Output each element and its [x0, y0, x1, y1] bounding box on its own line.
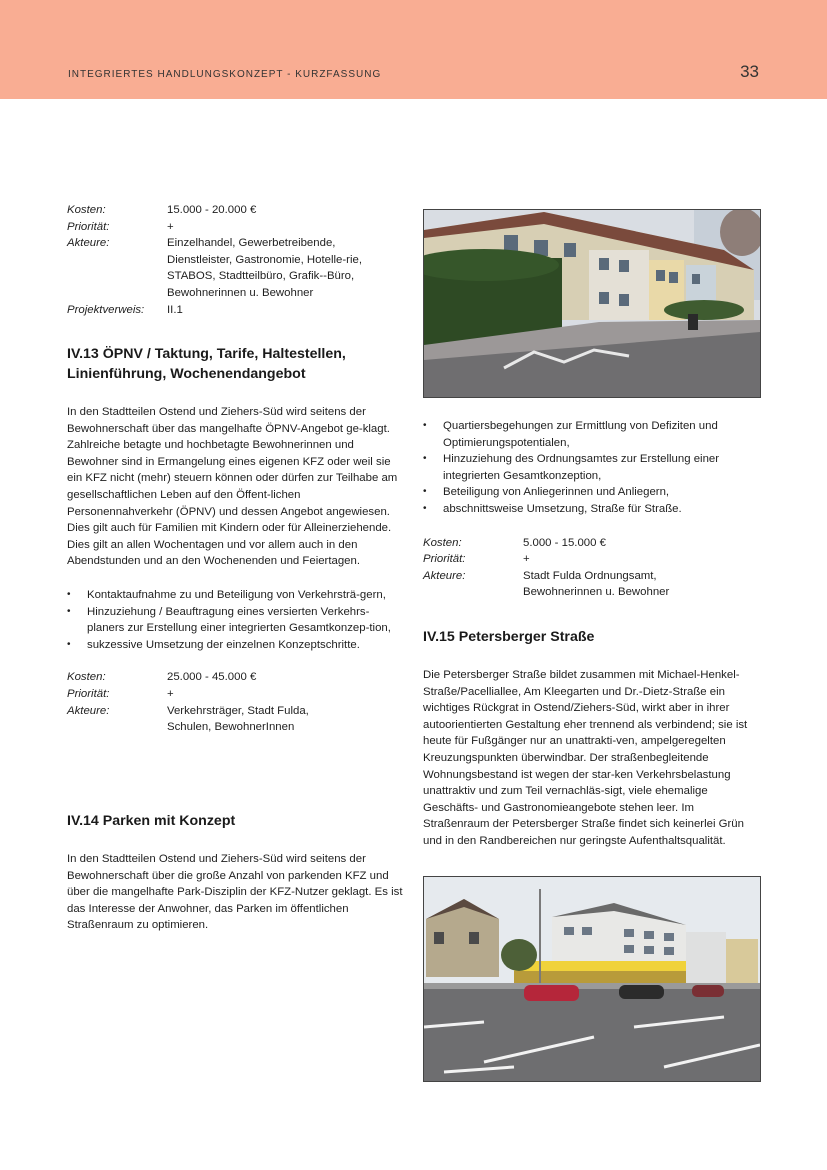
section-iv15	[423, 627, 761, 850]
detail-value: 5.000 - 15.000 €	[523, 536, 606, 549]
detail-key: Kosten:	[67, 671, 106, 684]
street-image	[424, 877, 760, 1081]
photo-petersberger-strasse	[423, 876, 761, 1082]
section-heading: IV.15 Petersberger Straße	[423, 629, 595, 645]
detail-key: Kosten:	[423, 536, 462, 549]
project-details-top	[67, 202, 405, 318]
section-heading: IV.14 Parken mit Konzept	[67, 813, 236, 829]
section-paragraph: In den Stadtteilen Ostend und Ziehers-Süd wird seitens der Bewohnerschaft über die große Anzahl von parkenden KFZ und über die mangelhafte Park-Disziplin der KFZ-Nutzer geklagt. Es ist das Interesse der Anwohner, das Parken im öffentlichen Straßenraum zu optimieren.	[67, 853, 403, 932]
detail-value: +	[523, 553, 530, 566]
page-number: 33	[740, 62, 759, 81]
detail-key: Akteure:	[423, 569, 466, 582]
list-item: • sukzessive Umsetzung der einzelnen Konzeptschritte.	[67, 637, 405, 654]
section-paragraph: In den Stadtteilen Ostend und Ziehers-Süd wird seitens der Bewohnerschaft über das mangelhafte ÖPNV-Angebot ge-klagt. Zahlreiche betagte und hochbetagte Bewohnerinnen und Bewohner sind in Ermangelung eines eigenen KFZ oder weil sie ein KFZ nicht (mehr) steuern können oder dürfen zur Teilhabe am gesellschaftlichen Leben auf den Öffent-lichen Personennahverkehr (ÖPNV) und dessen Angebot angewiesen. Dies gilt auch für Familien mit Kindern oder für Alleinerziehende. Dies gilt an allen Wochentagen und vor allem auch in den Abendstunden und an den Wochenenden und Feiertagen.	[67, 406, 398, 568]
detail-key: Akteure:	[67, 237, 110, 250]
detail-value: 25.000 - 45.000 €	[167, 671, 257, 684]
detail-value: II.1	[167, 303, 183, 316]
section-iv14-measures	[423, 418, 761, 601]
bullet-list	[67, 587, 405, 653]
running-title: INTEGRIERTES HANDLUNGSKONZEPT - KURZFASSUNG	[68, 69, 382, 80]
detail-key: Priorität:	[67, 220, 110, 233]
project-details	[423, 535, 761, 601]
detail-value: +	[167, 220, 174, 233]
detail-key: Kosten:	[67, 204, 106, 216]
row-houses-image	[424, 210, 760, 397]
detail-value: Einzelhandel, Gewerbetreibende, Dienstleister, Gastronomie, Hotelle-rie, STABOS, Stadtteilbüro, Grafik--Büro, Bewohnerinnen u. Bewohner	[167, 237, 362, 299]
section-iv14	[67, 811, 405, 934]
detail-key: Projektverweis:	[67, 303, 145, 316]
project-details	[67, 669, 405, 735]
list-item: • Hinzuziehung des Ordnungsamtes zur Erstellung einer integrierten Gesamtkonzeption,	[423, 451, 761, 484]
detail-key: Priorität:	[423, 553, 466, 566]
detail-value: Stadt Fulda Ordnungsamt, Bewohnerinnen u. Bewohner	[523, 569, 670, 599]
list-item: • Kontaktaufnahme zu und Beteiligung von Verkehrsträ-gern,	[67, 587, 405, 604]
bullet-list	[423, 418, 761, 518]
list-item: • Quartiersbegehungen zur Ermittlung von Defiziten und Optimierungspotentialen,	[423, 418, 761, 451]
detail-key: Akteure:	[67, 704, 110, 717]
detail-key: Priorität:	[67, 687, 110, 700]
section-iv13	[67, 344, 405, 736]
detail-value: 15.000 - 20.000 €	[167, 204, 257, 216]
list-item: • Hinzuziehung / Beauftragung eines versierten Verkehrs-planers zur Erstellung einer integrierten Gesamtkonzep-tion,	[67, 604, 405, 637]
section-paragraph: Die Petersberger Straße bildet zusammen mit Michael-Henkel-Straße/Pacelliallee, Am Kleegarten und Dr.-Dietz-Straße ein wichtiges Rückgrat in Ostend/Ziehers-Süd, wirkt aber in ihrer autoorientierten Gestaltung eher trennend als verbindend; sie ist heute für Fußgänger nur an unattrakti-ven, ampelgeregelten Kreuzungspunkten überwindbar. Der straßenbegleitende Wohnungsbestand ist wegen der star-ken Verkehrsbelastung unattraktiv und zum Teil vernachläs-sigt, viele ehemalige Geschäfts- und Gastronomieangebote stehen leer. Im Straßenraum der Petersberger Straße findet sich keinerlei Grün und in den Randbereichen nur geringste Aufenthaltsqualität.	[423, 669, 748, 847]
section-heading: IV.13 ÖPNV / Taktung, Tarife, Haltestellen, Linienführung, Wochenendangebot	[67, 346, 346, 382]
detail-value: Verkehrsträger, Stadt Fulda, Schulen, BewohnerInnen	[167, 704, 309, 734]
list-item: • abschnittsweise Umsetzung, Straße für Straße.	[423, 501, 761, 518]
list-item: • Beteiligung von Anliegerinnen und Anliegern,	[423, 484, 761, 501]
detail-value: +	[167, 687, 174, 700]
photo-row-houses	[423, 209, 761, 398]
header-band	[0, 0, 827, 99]
